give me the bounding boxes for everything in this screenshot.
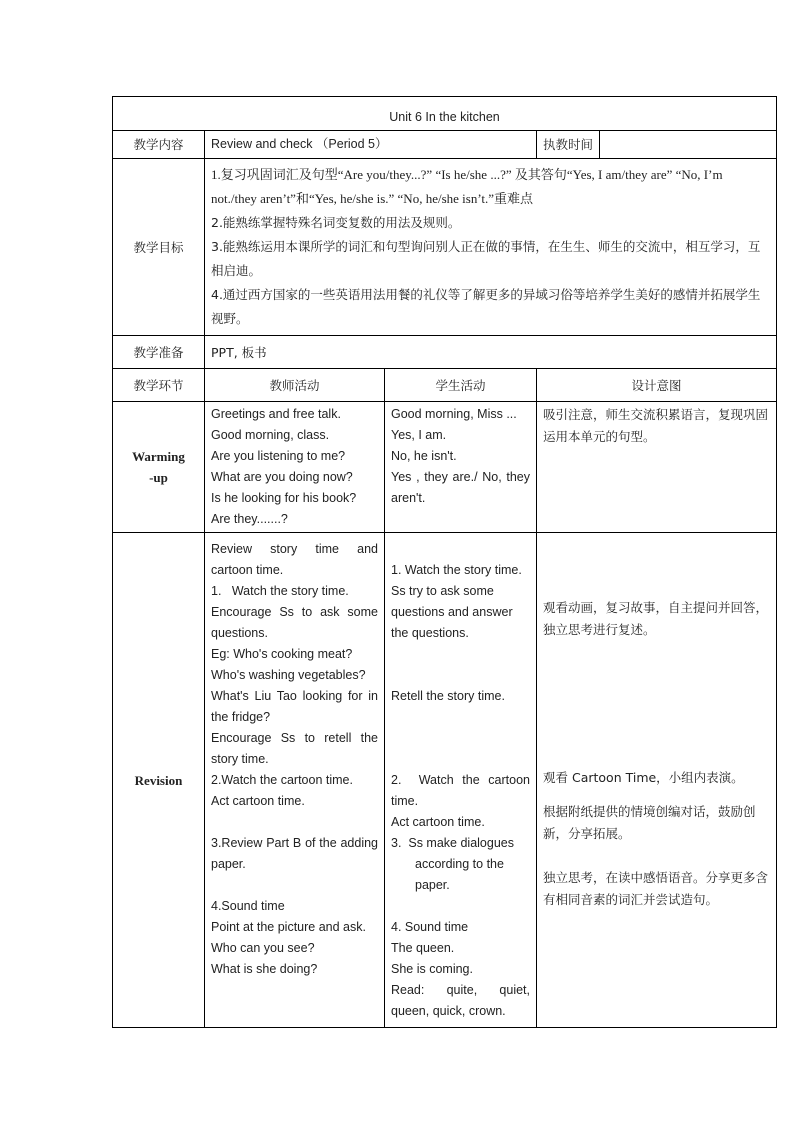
list-item: Ss try to ask some questions and answer the questions.: [391, 584, 513, 640]
warming-design: 吸引注意，师生交流积累语言，复现巩固运用本单元的句型。: [537, 402, 777, 533]
spacer: [211, 812, 378, 833]
list-item: Good morning, class.: [211, 428, 330, 442]
list-item: Who's washing vegetables?: [211, 668, 366, 682]
list-item: Encourage Ss to retell the story time.: [211, 731, 378, 766]
list-item: No, he isn't.: [391, 449, 457, 463]
spacer: [543, 641, 770, 767]
prep-label: 教学准备: [113, 336, 205, 369]
list-item: Review story time and cartoon time.: [211, 542, 378, 577]
list-item: What's Liu Tao looking for in the fridge?: [211, 689, 378, 724]
revision-student: [385, 533, 537, 1028]
time-label: 执教时间: [537, 131, 600, 159]
list-item: Retell the story time.: [391, 689, 505, 703]
list-item: Point at the picture and ask.: [211, 920, 366, 934]
list-item: Good morning, Miss ...: [391, 407, 517, 421]
goals-list: [205, 159, 777, 336]
goal-item: 2.能熟练掌握特殊名词变复数的用法及规则。: [211, 215, 461, 230]
spacer: [391, 896, 530, 917]
list-item: Greetings and free talk.: [211, 407, 341, 421]
list-item: Are they.......?: [211, 512, 288, 526]
list-item: Act cartoon time.: [391, 815, 485, 829]
spacer: [543, 845, 770, 867]
spacer: [211, 875, 378, 896]
list-item: 3.Review Part B of the adding paper.: [211, 836, 378, 871]
header-design: 设计意图: [537, 369, 777, 402]
list-item: 4.Sound time: [211, 899, 285, 913]
lesson-plan-table: [112, 96, 777, 1028]
list-item: 4. Sound time: [391, 920, 469, 934]
spacer: [543, 789, 770, 801]
warming-student: [385, 402, 537, 533]
list-item: 2.Watch the cartoon time.: [211, 773, 353, 787]
revision-stage: Revision: [113, 533, 205, 1028]
content-label: 教学内容: [113, 131, 205, 159]
goal-item: 4.通过西方国家的一些英语用法用餐的礼仪等了解更多的异域习俗等培养学生美好的感情并拓展学生视野。: [211, 287, 761, 326]
header-student: 学生活动: [385, 369, 537, 402]
list-item: 观看动画，复习故事，自主提问并回答，独立思考进行复述。: [543, 600, 769, 637]
warming-teacher: [205, 402, 385, 533]
list-item: Eg: Who's cooking meat?: [211, 647, 353, 661]
list-item: 1. Watch the story time.: [391, 563, 522, 577]
list-item: 观看 Cartoon Time，小组内表演。: [543, 770, 744, 785]
goals-label: 教学目标: [113, 159, 205, 336]
list-item: Who can you see?: [211, 941, 315, 955]
list-item: 3. Ss make dialogues according to the paper.: [391, 836, 518, 892]
content-value: Review and check （Period 5）: [205, 131, 537, 159]
list-item: The queen.: [391, 941, 455, 955]
list-item: She is coming.: [391, 962, 473, 976]
list-item: Is he looking for his book?: [211, 491, 357, 505]
list-item: Yes, I am.: [391, 428, 447, 442]
list-item: Read: quite, quiet, queen, quick, crown.: [391, 983, 530, 1018]
list-item: What are you doing now?: [211, 470, 353, 484]
list-item: Are you listening to me?: [211, 449, 346, 463]
list-item: Yes , they are./ No, they aren't.: [391, 470, 530, 505]
goal-item: 3.能熟练运用本课所学的词汇和句型询问别人正在做的事情，在生生、师生的交流中，相互学习，互相启迪。: [211, 239, 761, 278]
spacer: [391, 644, 530, 686]
list-item: 根据附纸提供的情境创编对话，鼓励创新，分享拓展。: [543, 804, 756, 841]
time-value: [600, 131, 777, 159]
table-title: Unit 6 In the kitchen: [113, 97, 777, 131]
spacer: [543, 539, 770, 597]
spacer: [391, 539, 530, 560]
goal-item: 1.复习巩固词汇及句型“Are you/they...?” “Is he/she ...?” 及其答句“Yes, I am/they are” “No, I’m not./they aren’t”和“Yes, he/she is.” “No, he/she isn’t.”重难点: [211, 167, 723, 206]
list-item: 1. Watch the story time.: [211, 584, 349, 598]
list-item: What is she doing?: [211, 962, 318, 976]
header-teacher: 教师活动: [205, 369, 385, 402]
spacer: [391, 707, 530, 770]
warming-stage: Warming -up: [113, 402, 205, 533]
list-item: 2. Watch the cartoon time.: [391, 773, 534, 808]
prep-value: PPT, 板书: [205, 336, 777, 369]
list-item: 独立思考，在读中感悟语音。分享更多含有相同音素的词汇并尝试造句。: [543, 870, 769, 907]
list-item: Encourage Ss to ask some questions.: [211, 605, 378, 640]
list-item: Act cartoon time.: [211, 794, 305, 808]
revision-teacher: [205, 533, 385, 1028]
revision-design: [537, 533, 777, 1028]
header-stage: 教学环节: [113, 369, 205, 402]
